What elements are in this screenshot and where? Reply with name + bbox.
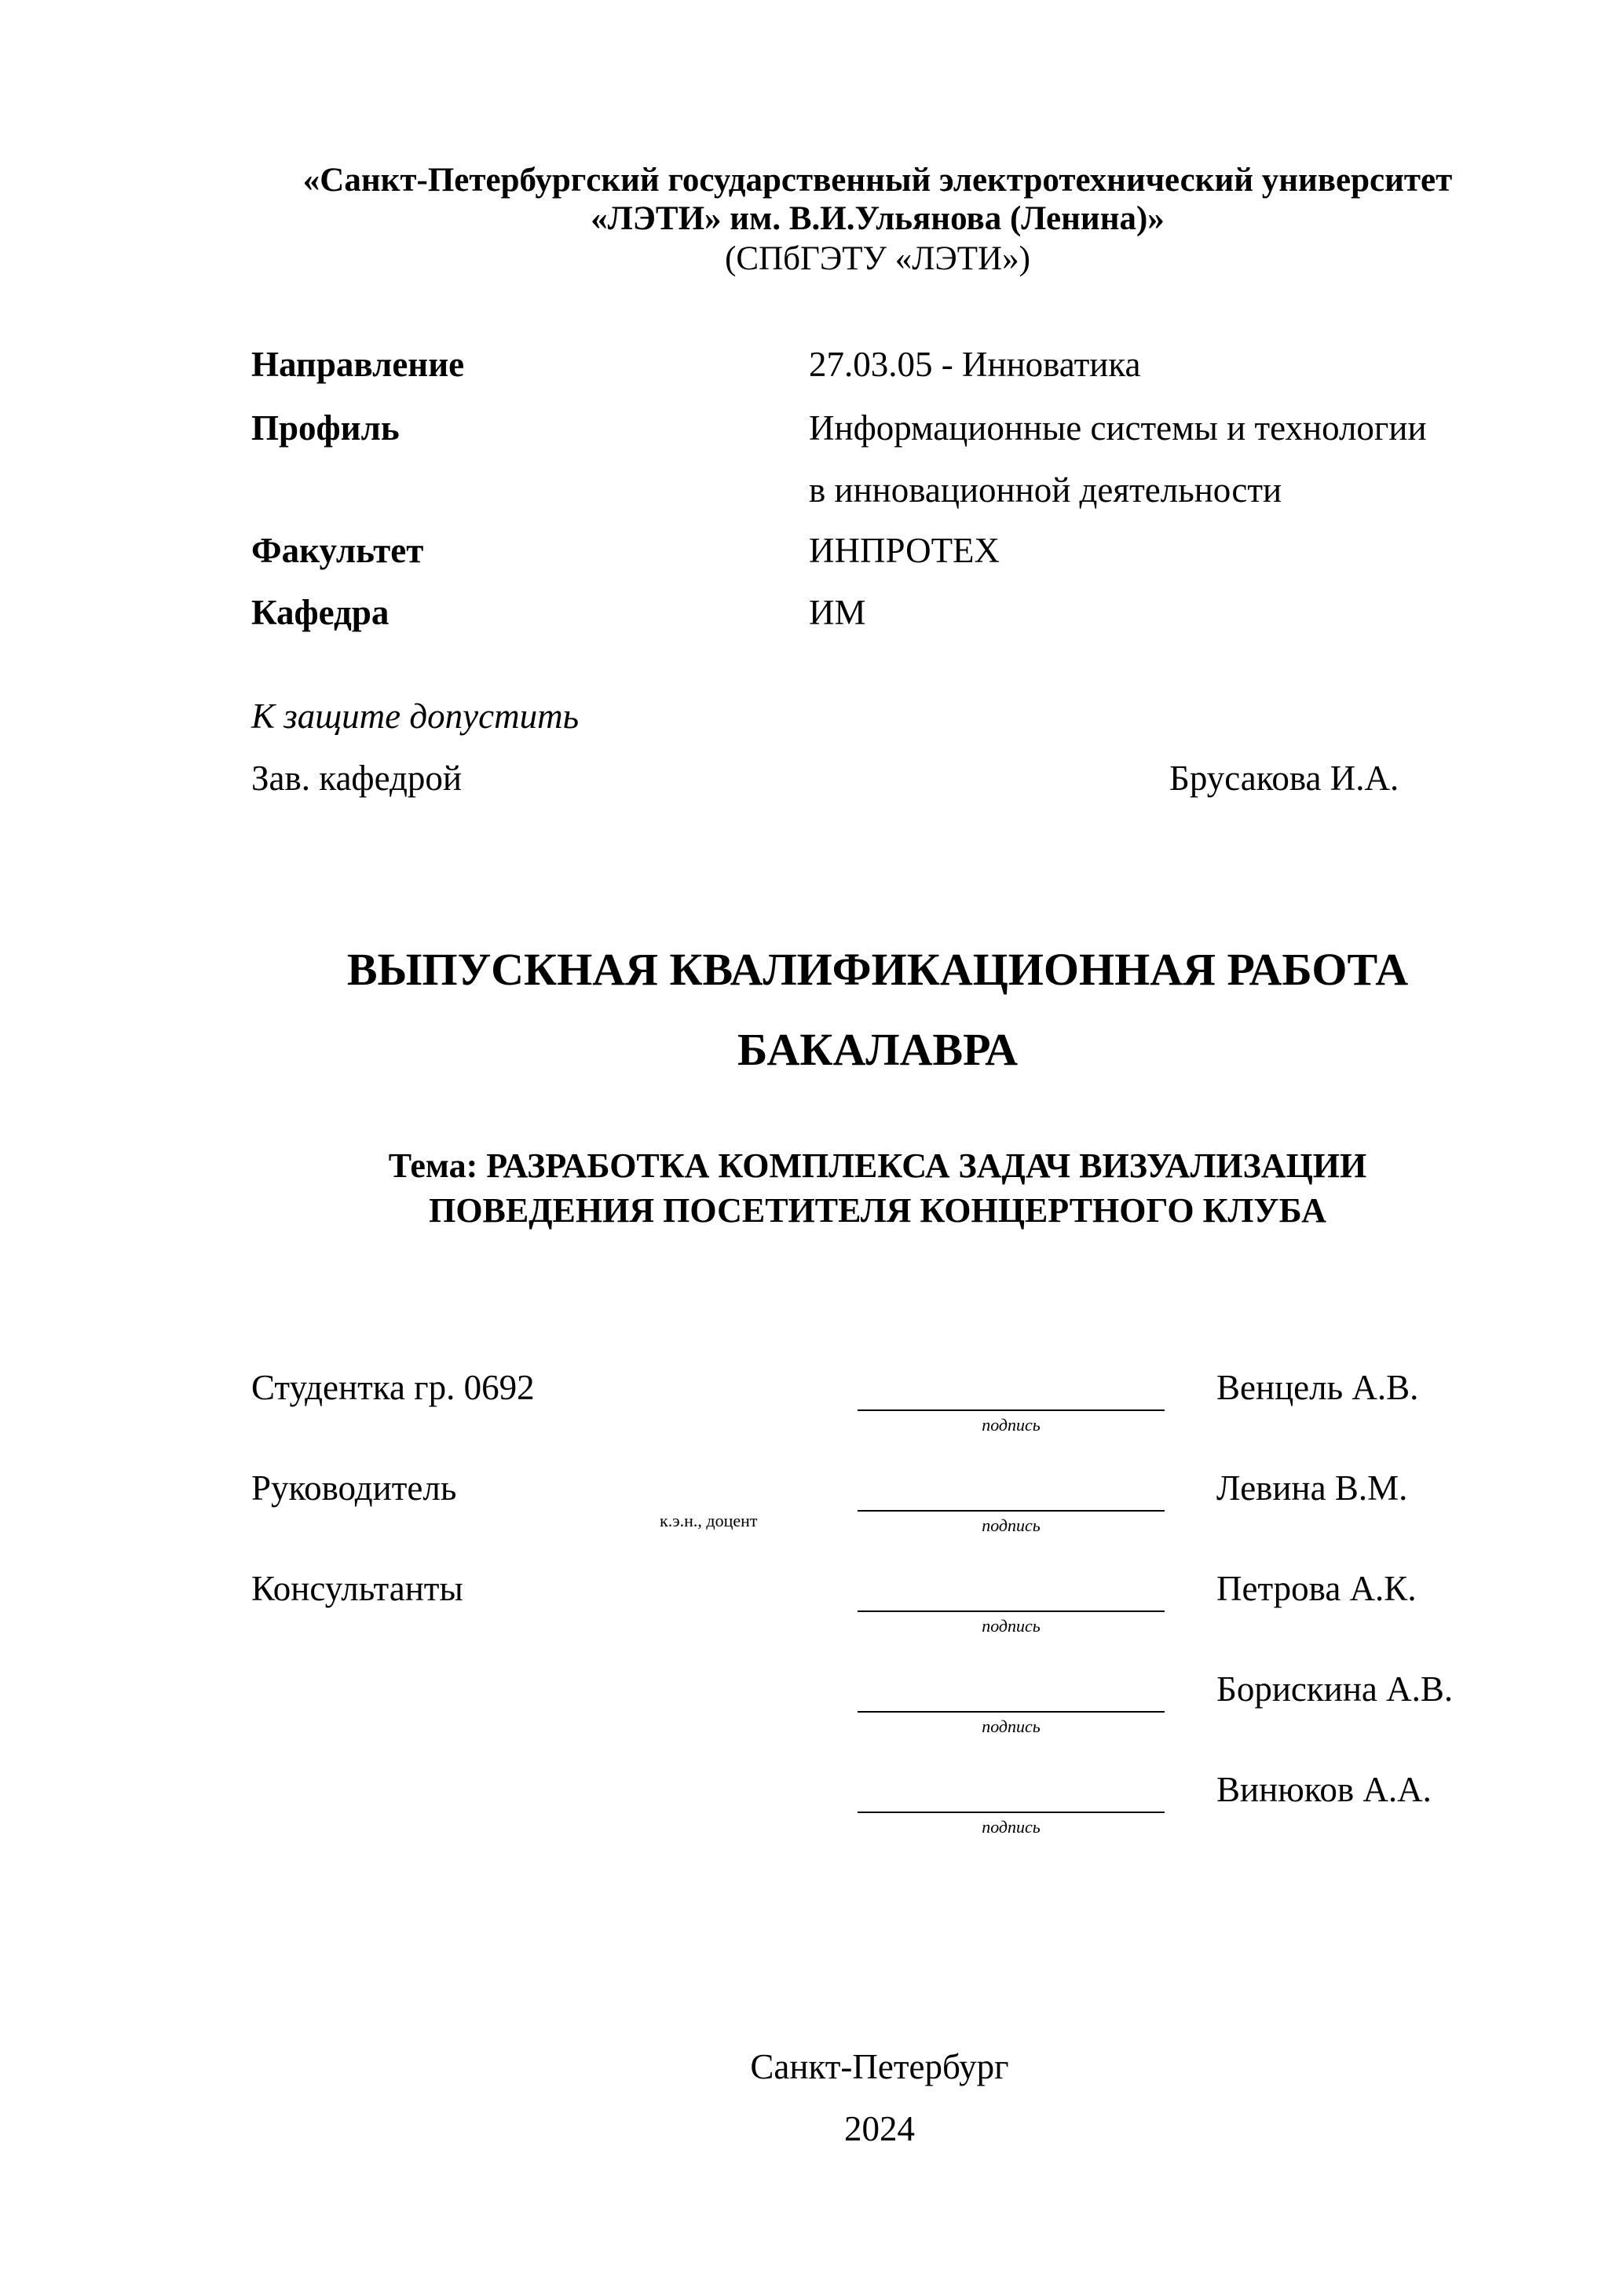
city: Санкт-Петербург	[750, 2047, 1009, 2086]
head-of-department-label: Зав. кафедрой	[251, 759, 462, 798]
department-value: ИМ	[809, 593, 866, 632]
signature-line	[858, 1610, 1165, 1612]
faculty-value: ИНПРОТЕХ	[809, 531, 1000, 570]
direction-value: 27.03.05 - Инноватика	[809, 345, 1141, 384]
supervisor-role: Руководитель	[251, 1468, 457, 1508]
signature-line	[858, 1409, 1165, 1411]
consultants-role: Консультанты	[251, 1569, 463, 1608]
thesis-title-line1: ВЫПУСКНАЯ КВАЛИФИКАЦИОННАЯ РАБОТА	[346, 944, 1409, 995]
signature-caption: подпись	[982, 1616, 1041, 1636]
student-role: Студентка гр. 0692	[251, 1368, 535, 1407]
admit-to-defense: К защите допустить	[251, 696, 580, 736]
signature-caption: подпись	[982, 1415, 1041, 1435]
thesis-topic-line2: ПОВЕДЕНИЯ ПОСЕТИТЕЛЯ КОНЦЕРТНОГО КЛУБА	[429, 1191, 1326, 1230]
signature-line	[858, 1711, 1165, 1713]
faculty-label: Факультет	[251, 531, 424, 570]
signature-line	[858, 1510, 1165, 1512]
university-name-line1: «Санкт-Петербургский государственный электротехнический университет	[302, 162, 1453, 199]
signature-caption: подпись	[982, 1817, 1041, 1837]
signature-line	[858, 1812, 1165, 1813]
student-name: Венцель А.В.	[1216, 1368, 1419, 1407]
profile-value: Информационные системы и технологии	[809, 408, 1427, 448]
supervisor-name: Левина В.М.	[1216, 1468, 1408, 1508]
thesis-title-line2: БАКАЛАВРА	[737, 1024, 1019, 1075]
department-label: Кафедра	[251, 593, 390, 632]
head-of-department-name: Брусакова И.А.	[1169, 759, 1399, 798]
thesis-topic-line1: Тема: РАЗРАБОТКА КОМПЛЕКСА ЗАДАЧ ВИЗУАЛИЗАЦИИ	[388, 1146, 1367, 1185]
profile-label: Профиль	[251, 408, 400, 448]
year: 2024	[844, 2109, 915, 2148]
profile-value-cont: в инновационной деятельности	[809, 470, 1282, 510]
university-short-name: (СПбГЭТУ «ЛЭТИ»)	[725, 240, 1030, 277]
signature-caption: подпись	[982, 1515, 1041, 1535]
supervisor-degree: к.э.н., доцент	[660, 1511, 758, 1530]
direction-label: Направление	[251, 345, 465, 384]
consultant-name: Петрова А.К.	[1216, 1569, 1417, 1608]
signature-caption: подпись	[982, 1717, 1041, 1736]
consultant-name: Винюков А.А.	[1216, 1770, 1432, 1809]
consultant-name: Борискина А.В.	[1216, 1669, 1454, 1709]
university-name-line2: «ЛЭТИ» им. В.И.Ульянова (Ленина)»	[591, 200, 1165, 237]
